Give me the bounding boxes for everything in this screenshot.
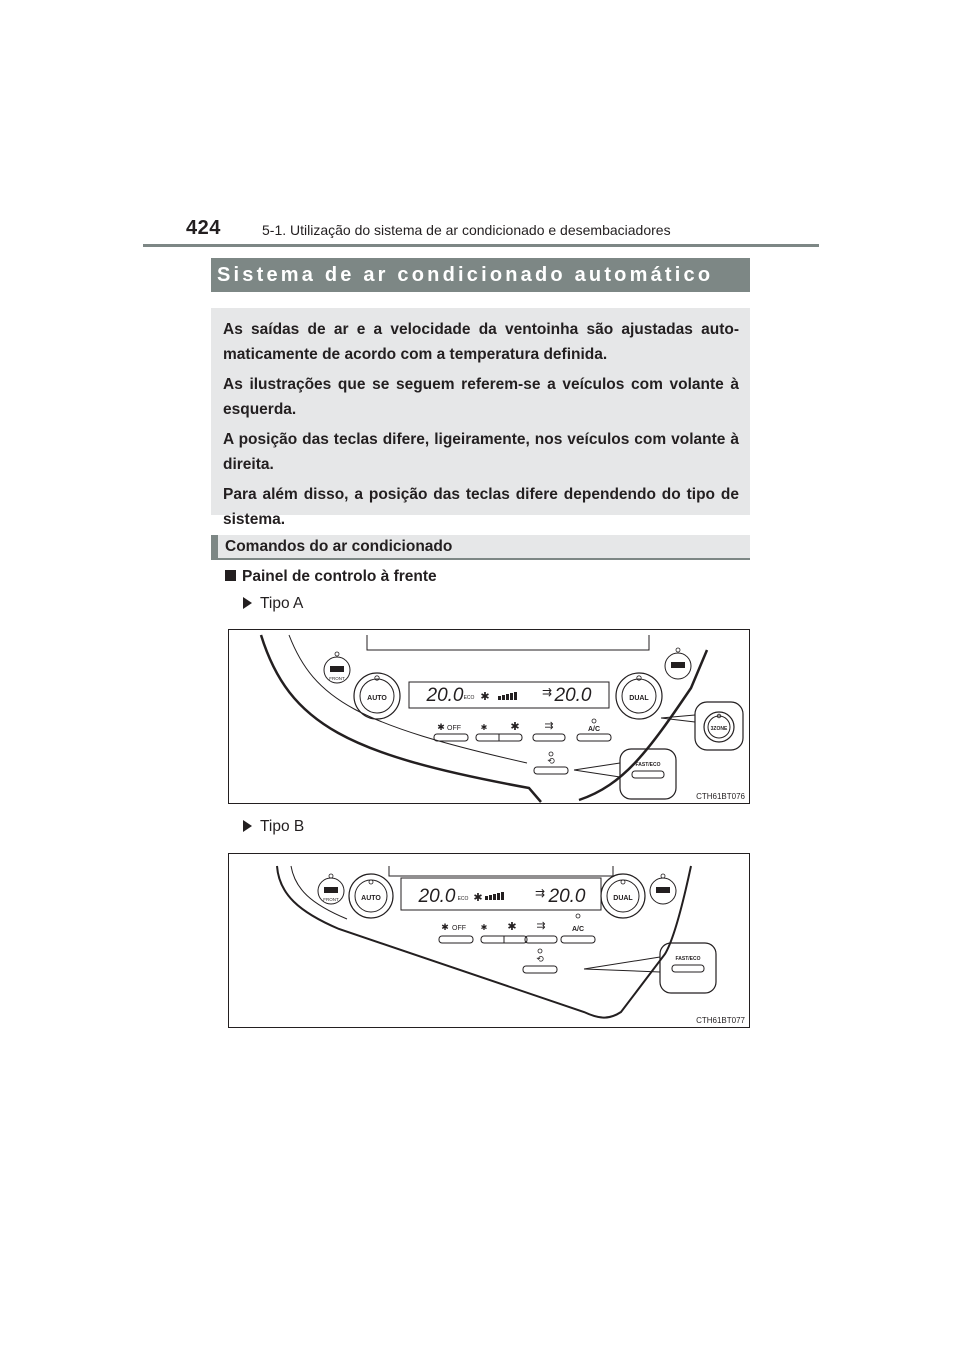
figure-code: CTH61BT077 [696, 1016, 745, 1025]
intro-paragraph: As ilustrações que se seguem referem-se a veículos com volante à esquerda. [223, 376, 739, 418]
recirculation-icon: ⟲ [547, 756, 555, 766]
figure-label-text: Tipo A [260, 595, 304, 612]
dual-button-label[interactable]: DUAL [629, 695, 649, 702]
intro-paragraph: As saídas de ar e a velocidade da ventoinha são ajustadas auto-maticamente de acordo com a temperatura definida. [223, 321, 739, 363]
intro-paragraph: A posição das teclas difere, ligeiramente, nos veículos com volante à direita. [223, 431, 739, 473]
intro-box [211, 308, 750, 528]
fan-off-button-label[interactable]: OFF [452, 925, 466, 932]
fast-eco-button-label[interactable]: FAST/ECO [675, 956, 701, 962]
running-head: 5-1. Utilização do sistema de ar condicionado e desembaciadores [262, 222, 671, 238]
mode-icon: ⇉ [536, 920, 546, 932]
fan-high-icon: ✱ [507, 921, 517, 933]
front-defrost-label: FRONT [323, 897, 339, 902]
fan-low-icon: ✱ [480, 923, 488, 932]
subsection-heading [211, 535, 750, 560]
fast-eco-button-label[interactable]: FAST/ECO [635, 762, 661, 768]
figure-type-a [228, 629, 750, 804]
auto-button-label[interactable]: AUTO [361, 895, 381, 902]
figure-label-b [243, 818, 304, 836]
eco-indicator: ECO [463, 695, 475, 701]
intro-paragraph: Para além disso, a posição das teclas difere dependendo do tipo de sistema. [223, 486, 739, 528]
ac-button-label[interactable]: A/C [587, 726, 601, 733]
figure-code: CTH61BT076 [696, 792, 745, 801]
bullet-heading-text: Painel de controlo à frente [242, 568, 437, 585]
fan-icon: ✱ [437, 722, 445, 732]
figure-label-a [243, 595, 303, 613]
recirculation-icon: ⟲ [536, 954, 544, 964]
panel-illustration-b [229, 854, 749, 1027]
front-defrost-label: FRONT [329, 676, 345, 681]
figure-label-text: Tipo B [260, 818, 305, 835]
fan-low-icon: ✱ [480, 723, 488, 732]
fan-off-button-label[interactable]: OFF [447, 725, 461, 732]
airflow-icon: ⇉ [534, 886, 546, 900]
page-number: 424 [186, 217, 221, 239]
figure-type-b [228, 853, 750, 1028]
temp-display-left: 20.0 [426, 685, 464, 706]
ac-button-label[interactable]: A/C [571, 926, 585, 933]
fan-icon: ✱ [473, 892, 483, 904]
heading-bar [211, 535, 218, 560]
panel-illustration-a [229, 630, 749, 803]
eco-indicator: ECO [457, 896, 469, 902]
temp-display-right: 20.0 [548, 886, 586, 907]
fan-icon: ✱ [441, 922, 449, 932]
fan-icon: ✱ [480, 691, 490, 703]
mode-icon: ⇉ [544, 720, 554, 732]
airflow-icon: ⇉ [541, 685, 553, 699]
square-bullet-icon [225, 570, 236, 581]
auto-button-label[interactable]: AUTO [367, 695, 387, 702]
bullet-heading [225, 568, 437, 586]
temp-display-right: 20.0 [554, 685, 592, 706]
dual-button-label[interactable]: DUAL [613, 895, 633, 902]
header-rule [143, 244, 819, 247]
fan-high-icon: ✱ [510, 721, 520, 733]
3zone-button-label[interactable]: 3ZONE [710, 726, 728, 732]
section-title: Sistema de ar condicionado automático [211, 258, 750, 292]
subsection-heading-text: Comandos do ar condicionado [225, 538, 453, 555]
triangle-bullet-icon [243, 820, 252, 832]
triangle-bullet-icon [243, 597, 252, 609]
temp-display-left: 20.0 [418, 886, 456, 907]
